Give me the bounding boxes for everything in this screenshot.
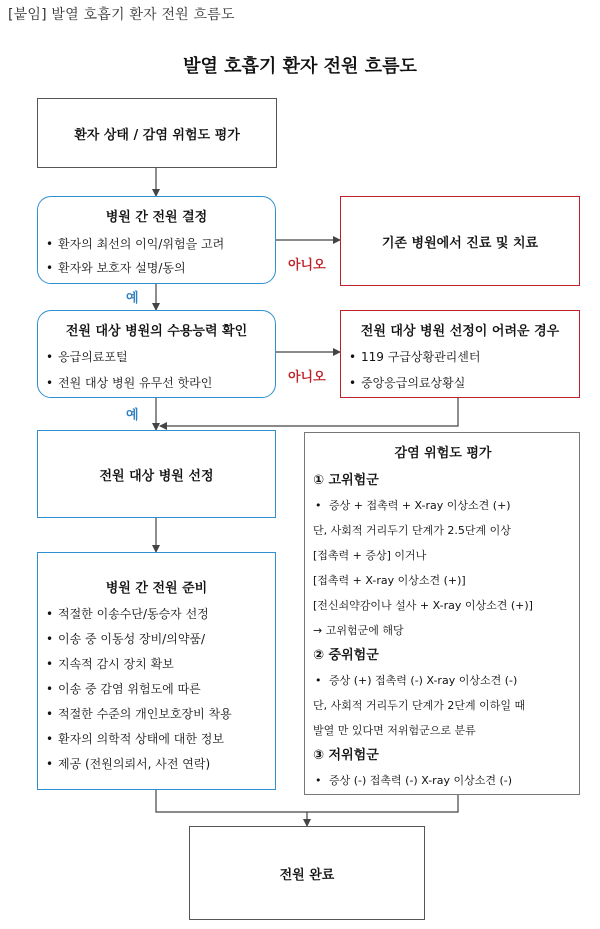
- step1-label: 환자 상태 / 감염 위험도 평가: [74, 127, 240, 143]
- step2-item: • 환자와 보호자 설명/동의: [44, 256, 269, 280]
- alt1-existing-hospital-box: [340, 196, 580, 286]
- label-yes-1: 예: [126, 291, 139, 306]
- step2-title: 병원 간 전원 결정: [105, 210, 208, 225]
- alt2-item: • 119 구급상황관리센터: [347, 344, 573, 370]
- step3-item: • 응급의료포털: [44, 344, 269, 370]
- step2-decision-box: [37, 196, 276, 284]
- step5-prepare-box: [37, 552, 276, 790]
- step3-item: • 전원 대상 병원 유무선 핫라인: [44, 370, 269, 396]
- caption: [붙임] 발열 호흡기 환자 전원 흐름도: [8, 7, 235, 23]
- step5-item-cont: • 적절한 수준의 개인보호장비 착용: [44, 702, 269, 727]
- arrow-step5-final: [156, 790, 307, 826]
- risk-mid-line: • 증상 (+) 접촉력 (-) X-ray 이상소견 (-): [313, 668, 573, 693]
- arrow-risk-final: [307, 795, 458, 812]
- risk-low-line: • 증상 (-) 접촉력 (-) X-ray 이상소견 (-): [313, 768, 573, 793]
- risk-high-line: • 증상 + 접촉력 + X-ray 이상소견 (+): [313, 493, 573, 518]
- risk-high-line: [접촉력 + X-ray 이상소견 (+)]: [313, 574, 466, 587]
- alt1-label: 기존 병원에서 진료 및 치료: [381, 235, 539, 251]
- risk-title: 감염 위험도 평가: [394, 446, 492, 461]
- arrow-alt2-merge: [160, 398, 458, 426]
- step5-item: • 환자의 의학적 상태에 대한 정보: [44, 727, 269, 752]
- step3-title: 전원 대상 병원의 수용능력 확인: [65, 324, 248, 339]
- risk-high-line: [전신쇠약감이나 설사 + X-ray 이상소견 (+)]: [313, 599, 533, 612]
- risk-high-line: → 고위험군에 해당: [313, 624, 404, 637]
- step5-item: • 이송 중 감염 위험도에 따른: [44, 677, 269, 702]
- risk-high-line: 단, 사회적 거리두기 단계가 2.5단계 이상: [313, 524, 511, 537]
- risk-low-label: ③ 저위험군: [313, 748, 379, 763]
- step5-item-cont: • 지속적 감시 장치 확보: [44, 652, 269, 677]
- risk-high-label: ① 고위험군: [313, 473, 379, 488]
- step5-item: • 이송 중 이동성 장비/의약품/: [44, 627, 269, 652]
- step4-select-box: [37, 430, 276, 518]
- step5-title: 병원 간 전원 준비: [105, 581, 208, 596]
- label-no-2: 아니오: [288, 370, 326, 385]
- risk-mid-line: 발열 만 있다면 저위험군으로 분류: [313, 724, 476, 737]
- label-no-1: 아니오: [288, 258, 326, 273]
- step1-assess-box: [37, 98, 277, 168]
- risk-assessment-box: [304, 432, 580, 795]
- step5-item-cont: • 제공 (전원의뢰서, 사전 연락): [44, 752, 269, 777]
- page-title: 발열 호흡기 환자 전원 흐름도: [183, 56, 417, 77]
- step2-item: • 환자의 최선의 이익/위험을 고려: [44, 232, 269, 256]
- final-label: 전원 완료: [279, 867, 335, 883]
- alt2-item: • 중앙응급의료상황실: [347, 370, 573, 396]
- alt2-title: 전원 대상 병원 선정이 어려운 경우: [360, 324, 560, 339]
- final-complete-box: [189, 826, 425, 920]
- alt2-hard-selection-box: [340, 310, 580, 398]
- step3-capacity-box: [37, 310, 276, 398]
- risk-mid-label: ② 중위험군: [313, 648, 379, 663]
- risk-mid-line: 단, 사회적 거리두기 단계가 2단계 이하일 때: [313, 699, 526, 712]
- label-yes-2: 예: [126, 408, 139, 423]
- risk-high-line: [접촉력 + 증상] 이거나: [313, 549, 427, 562]
- step4-label: 전원 대상 병원 선정: [99, 468, 214, 484]
- step5-item: • 적절한 이송수단/동승자 선정: [44, 602, 269, 627]
